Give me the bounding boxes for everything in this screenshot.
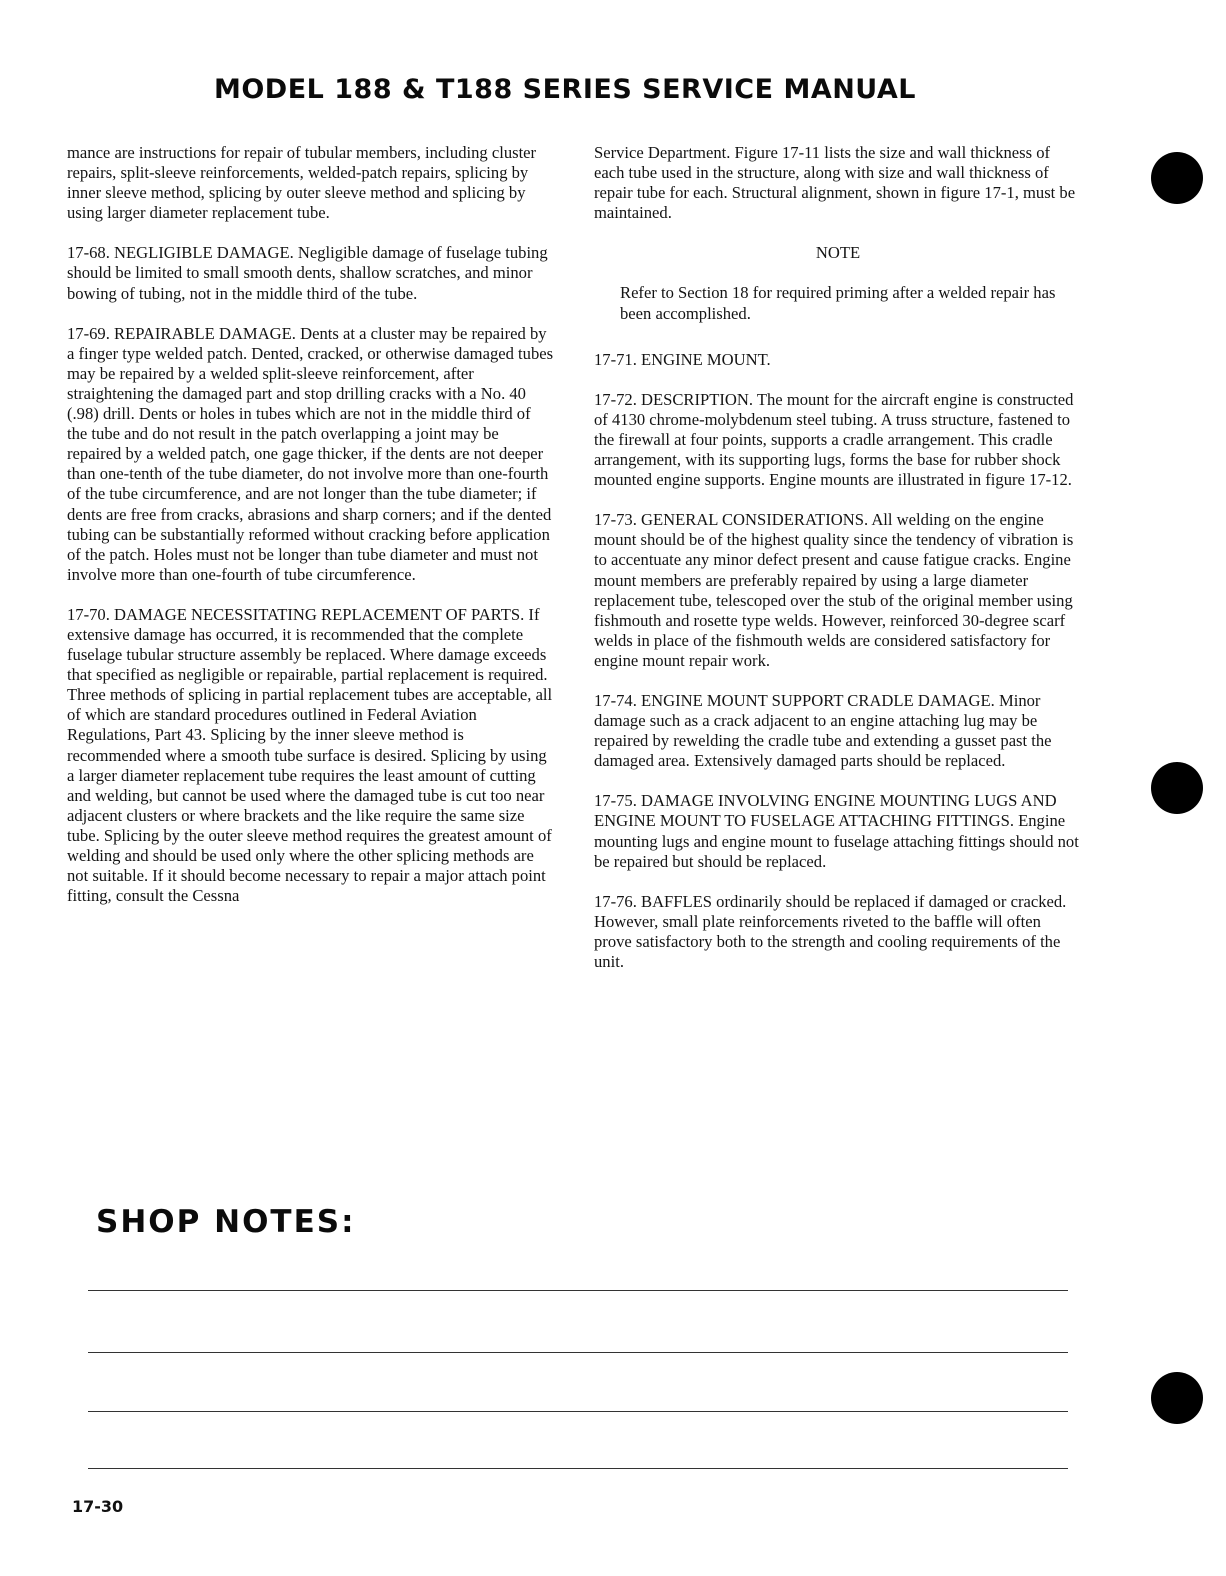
- note-text: Refer to Section 18 for required priming after a welded repair has been accomplished.: [620, 283, 1056, 323]
- heading-17-71-engine-mount: 17-71. ENGINE MOUNT.: [594, 349, 771, 369]
- right-column: [594, 143, 1082, 992]
- note-label: NOTE: [815, 243, 861, 263]
- binder-hole-top: [1151, 152, 1203, 204]
- binder-hole-middle: [1151, 762, 1203, 814]
- paragraph-17-76-baffles: 17-76. BAFFLES ordinarily should be replaced if damaged or cracked. However, small plate reinforcements riveted to the baffle will often prove satisfactory both to the strength and cooling requirements of the unit.: [594, 891, 1067, 971]
- paragraph-17-73-general-considerations: 17-73. GENERAL CONSIDERATIONS. All welding on the engine mount should be of the highest quality since the tendency of vibration is to accentuate any minor defect present and cause fatigue cracks. Engine mount members are preferably repaired by using a large diameter replacement tube, telescoped over the stub of the original member using fishmouth and rosette type welds. However, reinforced 30-degree scarf welds in place of the fishmouth welds are considered satisfactory for engine mount repair work.: [594, 510, 1074, 670]
- binder-hole-bottom: [1151, 1372, 1203, 1424]
- left-column: [67, 143, 555, 926]
- shop-notes-line: [88, 1290, 1068, 1291]
- shop-notes-heading: SHOP NOTES:: [96, 1204, 356, 1240]
- paragraph-17-75-mounting-lugs-damage: 17-75. DAMAGE INVOLVING ENGINE MOUNTING LUGS AND ENGINE MOUNT TO FUSELAGE ATTACHING FITTINGS. Engine mounting lugs and engine mount to fuselage attaching fittings should not be repaired but should be replaced.: [594, 791, 1079, 871]
- shop-notes-line: [88, 1352, 1068, 1353]
- shop-notes-line: [88, 1411, 1068, 1412]
- paragraph-17-74-cradle-damage: 17-74. ENGINE MOUNT SUPPORT CRADLE DAMAGE. Minor damage such as a crack adjacent to an engine attaching lug may be repaired by rewelding the cradle tube and extending a gusset past the damaged area. Extensively damaged parts should be replaced.: [594, 690, 1052, 771]
- paragraph-17-68-negligible-damage: 17-68. NEGLIGIBLE DAMAGE. Negligible damage of fuselage tubing should be limited to small smooth dents, shallow scratches, and minor bowing of tubing, not in the middle third of the tube.: [67, 243, 548, 303]
- paragraph-service-department: Service Department. Figure 17-11 lists the size and wall thickness of each tube used in the structure, along with size and wall thickness of repair tube for each. Structural alignment, shown in figure 17-1, must be maintained.: [594, 143, 1076, 223]
- paragraph-repair-methods-continued: mance are instructions for repair of tubular members, including cluster repairs, split-sleeve reinforcements, welded-patch repairs, splicing by inner sleeve method, splicing by outer sleeve method and splicing by using larger diameter replacement tube.: [67, 143, 537, 223]
- paragraph-17-69-repairable-damage: 17-69. REPAIRABLE DAMAGE. Dents at a cluster may be repaired by a finger type welded patch. Dented, cracked, or otherwise damaged tubes may be repaired by a welded split-sleeve reinforcement, after straightening the damaged part and stop drilling cracks with a No. 40 (.98) drill. Dents or holes in tubes which are not in the middle third of the tube and do not result in the patch overlapping a joint may be repaired by a welded patch, one gage thicker, if the dents are not deeper than one-tenth of the tube diameter, do not involve more than one-fourth of the tube circumference, and are not longer than the tube diameter; if dents are free from cracks, abrasions and sharp corners; and if the dented tubing can be substantially reformed without cracking before application of the patch. Holes must not be longer than tube diameter and must not involve more than one-fourth of tube circumference.: [67, 323, 554, 584]
- page-number: 17-30: [72, 1497, 124, 1516]
- paragraph-17-72-description: 17-72. DESCRIPTION. The mount for the aircraft engine is constructed of 4130 chrome-molybdenum steel tubing. A truss structure, fastened to the firewall at four points, supports a cradle arrangement. This cradle arrangement, with its supporting lugs, forms the base for rubber shock mounted engine supports. Engine mounts are illustrated in figure 17-12.: [594, 389, 1074, 490]
- page-title: MODEL 188 & T188 SERIES SERVICE MANUAL: [213, 74, 916, 105]
- shop-notes-line: [88, 1468, 1068, 1469]
- paragraph-17-70-damage-necessitating-replacement: 17-70. DAMAGE NECESSITATING REPLACEMENT OF PARTS. If extensive damage has occurred, it is recommended that the complete fuselage tubular structure assembly be replaced. Where damage exceeds that specified as negligible or repairable, partial replacement is required. Three methods of splicing in partial replacement tubes are acceptable, all of which are standard procedures outlined in Federal Aviation Regulations, Part 43. Splicing by the inner sleeve method is recommended where a smooth tube surface is desired. Splicing by using a larger diameter replacement tube requires the least amount of cutting and welding, but cannot be used where the damaged tube is cut too near adjacent clusters or where brackets and the like require the same size tube. Splicing by the outer sleeve method requires the greatest amount of welding and should be used only where the other splicing methods are not suitable. If it should become necessary to repair a major attach point fitting, consult the Cessna: [67, 604, 553, 906]
